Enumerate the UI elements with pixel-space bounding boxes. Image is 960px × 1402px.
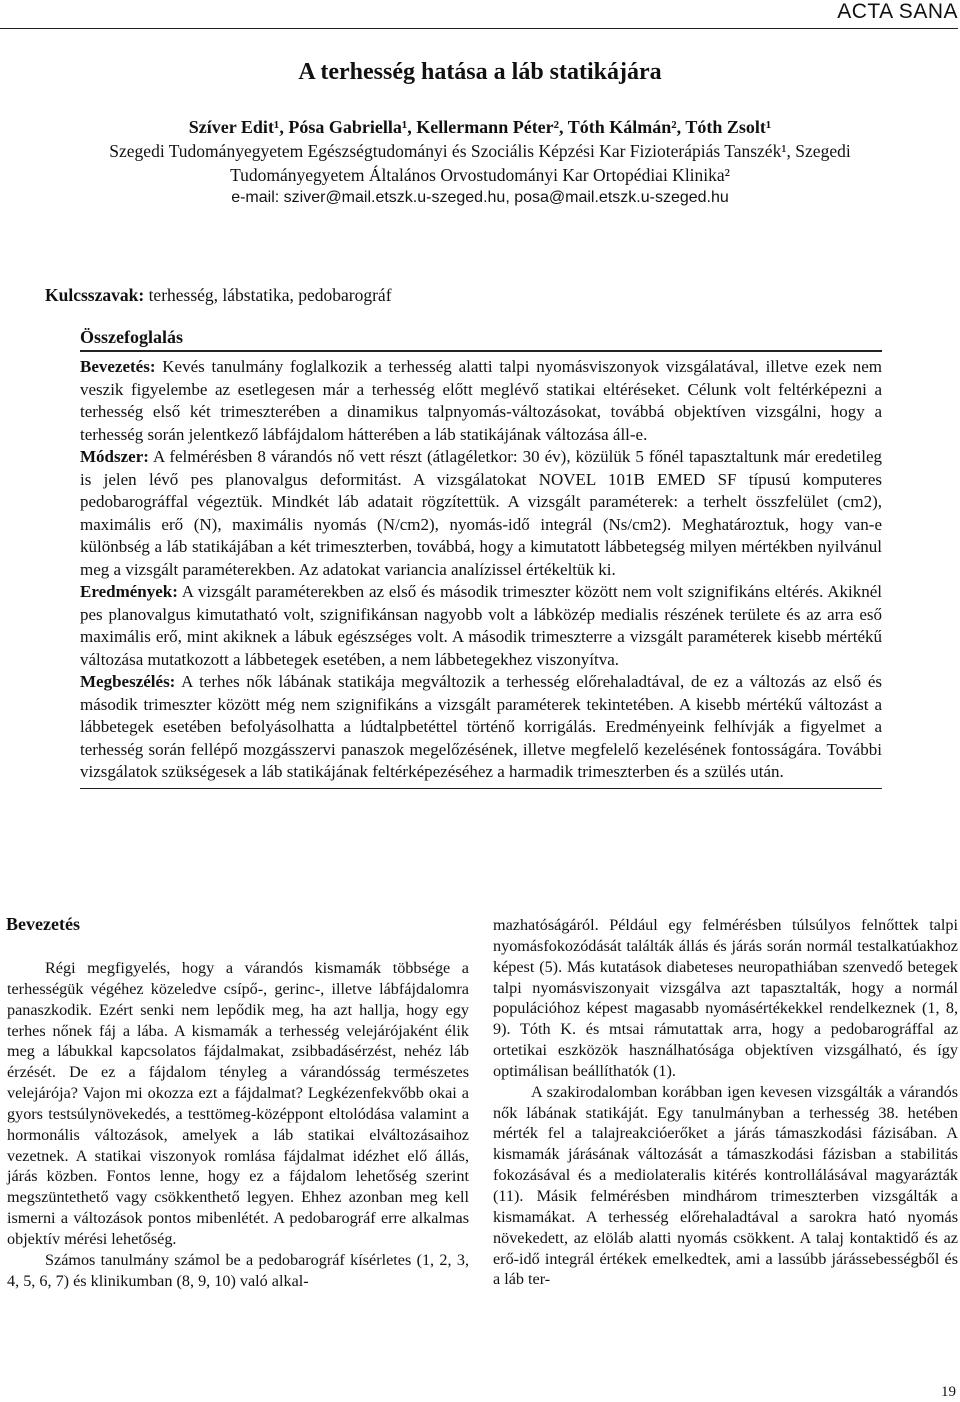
affiliation: Szegedi Tudományegyetem Egészségtudományi és Szociális Képzési Kar Fizioterápiás Tanszék¹, Szegedi Tudományegyetem Általános Orvostudományi Kar Ortopédiai Klinika² [109, 141, 851, 185]
abstract-section-text: Kevés tanulmány foglalkozik a terhesség alatti talpi nyomásviszonyok vizsgálatával, illetve ezek nem veszik figyelembe az esetlegesen már a terhesség előtt meglévő statikai eltéréseket. Célunk volt feltérképezni a terhesség első két trimeszterében a dinamikus talpnyomás-változásokat, továbbá objektíven vizsgálni, hogy a terhesség során jelentkező lábfájdalom hátterében a láb statikájának változása áll-e. [80, 357, 882, 444]
body-paragraph: mazhatóságáról. Például egy felmérésben túlsúlyos felnőttek talpi nyomásfokozódását találták állás és járás során normál testalkatúakhoz képest (5). Más kutatások diabeteses neuropathiában szenvedő betegek talpi nyomásviszonyait vizsgálva azt tapasztalták, hogy a normál populációhoz képest magasabb nyomásértékekkel rendelkeznek (1, 8, 9). Tóth K. és mtsai rámutattak arra, hogy a pedobarográffal az ortetikai eszközök használhatósága objektíven vizsgálható, és így optimálisan beállíthatók (1). [493, 916, 958, 1080]
abstract-section-text: A terhes nők lábának statikája megváltozik a terhesség előrehaladtával, de ez a változás az első és második trimeszter között még nem szignifikáns a vizsgált paraméterek tekintetében. A kisebb mértékű változást a lábbetegek esetében befolyásolhatta a lúdtalpbetéttel történő korrigálás. Eredményeink felhívják a figyelmet a terhesség során fellépő mozgásszervi panaszok megelőzésének, illetve megfelelő kezelésének fontosságára. További vizsgálatok szükségesek a láb statikájának feltérképezéséhez a harmadik trimeszterben és a szülés után. [80, 672, 882, 781]
body-paragraph: Számos tanulmány számol be a pedobarográf kísérletes (1, 2, 3, 4, 5, 6, 7) és klinikumban (8, 9, 10) való alkal- [7, 1250, 469, 1290]
author-list: Szíver Edit¹, Pósa Gabriella¹, Kellermann Péter², Tóth Kálmán², Tóth Zsolt¹ [188, 117, 772, 137]
keywords [45, 284, 392, 306]
journal-header: ACTA SANA [0, 0, 958, 29]
section-heading: Bevezetés [6, 914, 80, 934]
contact-email: e-mail: sziver@mail.etszk.u-szeged.hu, posa@mail.etszk.u-szeged.hu [231, 189, 729, 206]
body-paragraph: Régi megfigyelés, hogy a várandós kismamák többsége a terhességük végéhez közeledve csípő-, gerinc-, illetve lábfájdalomra panaszkodik. Ezért senki nem lepődik meg, ha azt hallja, hogy egy terhes nőnek fáj a lába. A kismamák a terhesség velejárójaként élik meg a lábukkal kapcsolatos fájdalmakat, zsibbadásérzést, nehéz láb érzését. De ez a fájdalom tényleg a várandósság természetes velejárója? Vajon mi okozza ezt a fájdalmat? Legkézenfekvőbb okai a gyors testsúlynövekedés, a testtömeg-középpont eltolódása valamint a hormonális változások, amelyek a láb statikai elváltozásaihoz vezetnek. A statikai viszonyok romlása fájdalmat idézhet elő állás, járás közben. Fontos lenne, hogy ez a fájdalom lehetőség szerint megszüntethető vagy csökkenthető legyen. Ehhez azonban meg kell ismerni a változások pontos mibenlétét. A pedobarográf erre alkalmas objektív mérési lehetőség. [7, 959, 469, 1248]
article-title: A terhesség hatása a láb statikájára [298, 59, 662, 85]
page-number: 19 [941, 1384, 956, 1400]
right-column [493, 915, 958, 1290]
abstract-heading: Összefoglalás [80, 326, 882, 352]
keywords-label: Kulcsszavak: [45, 285, 145, 305]
body-paragraph: A szakirodalomban korábban igen kevesen vizsgálták a várandós nők lábának statikáját. Egy tanulmányban a terhesség 38. hetében mérték fel a talajreakcióerőket a járás támaszkodási fázisában. A kismamák járásának változását a támaszkodási fázisban a stabilitás fokozásával és a mediolateralis kitérés kontrollálásával magyarázták (11). Másik felmérésben mindhárom trimeszterben vizsgálták a kismamákat. A terhesség előrehaladtával a sarokra ható nyomás növekedett, az elöláb alatti nyomás csökkent. A talaj kontaktidő és az erő-idő integrál értékek emelkedtek, ami a lassúbb járássebességből és a láb ter- [493, 1082, 958, 1289]
abstract-section-text: A felmérésben 8 várandós nő vett részt (átlagéletkor: 30 év), közülük 5 főnél tapasztaltunk már eredetileg is jelen lévő pes planovalgus deformitást. A vizsgálatokat NOVEL 101B EMED SF típusú komputeres pedobarográffal végeztük. Mindkét láb adatait rögzítettük. A vizsgált paraméterek: a terhelt összfelület (cm2), maximális erő (N), maximális nyomás (N/cm2), nyomás-idő integrál (Ns/cm2). Meghatároztuk, hogy van-e különbség a láb statikájában a két trimeszterben, továbbá, hogy a kimutatott lábbetegség milyen mértékben nyilvánul meg a vizsgált paraméterekben. Az adatokat variancia analízissel értékeltük ki. [80, 447, 882, 579]
abstract-introduction [80, 356, 882, 446]
abstract-section-label: Megbeszélés: [80, 672, 176, 691]
abstract-body [80, 356, 882, 789]
abstract-section-label: Bevezetés: [80, 357, 156, 376]
abstract-section-label: Módszer: [80, 447, 149, 466]
left-column [7, 958, 469, 1292]
abstract-section-text: A vizsgált paraméterekben az első és második trimeszter között nem volt szignifikáns eltérés. Akiknél pes planovalgus kimutatható volt, szignifikánsan nagyobb volt a lábközép medialis részének területe és az arra eső maximális erő, mint akiknek a lábuk egészséges volt. A második trimeszterre a vizsgált paraméterek kisebb mértékű változása mutatkozott a lábbetegek esetében, a nem lábbetegekhez viszonyítva. [80, 582, 883, 669]
abstract-box [80, 326, 882, 789]
abstract-section-label: Eredmények: [80, 582, 178, 601]
keywords-text: terhesség, lábstatika, pedobarográf [148, 285, 392, 305]
abstract-results [80, 581, 882, 671]
abstract-methods [80, 446, 882, 581]
abstract-discussion [80, 671, 882, 784]
